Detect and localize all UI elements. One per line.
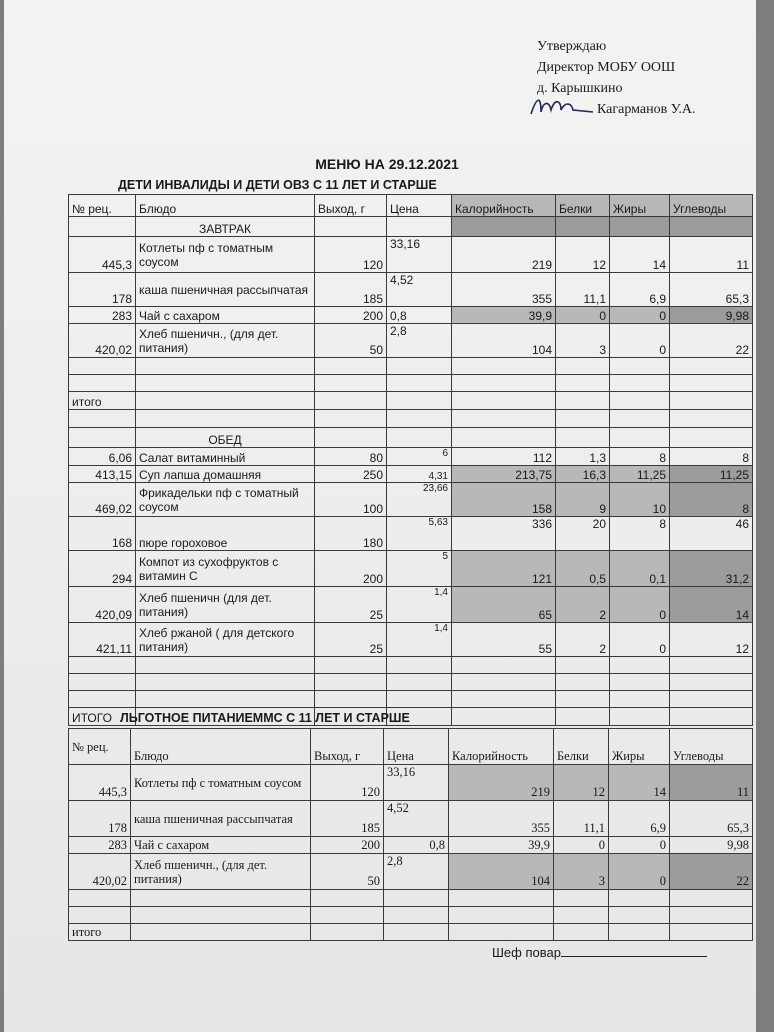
header-out: Выход, г [315,195,387,217]
approval-line-2: Директор МОБУ ООШ [537,60,676,75]
empty-row [69,375,753,392]
empty-row [69,674,753,691]
table-row: 413,15 Суп лапша домашняя 250 4,31 213,75 16,3 11,25 11,25 [69,466,753,483]
table-row: 294 Компот из сухофруктов с витамин С 200 5 121 0,5 0,1 31,2 [69,551,753,587]
section2-subtitle: ЛЬГОТНОЕ ПИТАНИЕММС С 11 ЛЕТ И СТАРШЕ [120,711,410,725]
header-dish: Блюдо [136,195,315,217]
section1-subtitle: ДЕТИ ИНВАЛИДЫ И ДЕТИ ОВЗ С 11 ЛЕТ И СТАРШЕ [118,178,437,192]
chef-label: Шеф повар [492,945,561,960]
lunch-label: ОБЕД [136,428,315,448]
table-row: 469,02 Фрикадельки пф с томатный соусом 100 23,66 158 9 10 8 [69,483,753,517]
total-label: итого [69,924,131,941]
table-row: 178 каша пшеничная рассыпчатая 185 4,52 355 11,1 6,9 65,3 [69,273,753,307]
approval-line-1: Утверждаю [537,39,607,54]
table1-header-row [69,195,753,217]
table-row: 420,09 Хлеб пшеничн (для дет. питания) 25 1,4 65 2 0 14 [69,587,753,623]
table-row: 445,3 Котлеты пф с томатным соусом 120 33,16 219 12 14 11 [69,765,753,801]
header-prot: Белки [554,729,609,765]
header-price: Цена [387,195,452,217]
table-row: 283 Чай с сахаром 200 0,8 39,9 0 0 9,98 [69,837,753,854]
header-rec: № рец. [69,729,131,765]
empty-row [69,691,753,708]
header-fat: Жиры [610,195,670,217]
breakfast-label-row [69,217,753,237]
chef-signature-line [561,944,707,957]
total-row [69,924,753,941]
table-row: 420,02 Хлеб пшеничн., (для дет. питания) 50 2,8 104 3 0 22 [69,854,753,890]
header-dish: Блюдо [131,729,311,765]
empty-row [69,890,753,907]
table-row: 178 каша пшеничная рассыпчатая 185 4,52 355 11,1 6,9 65,3 [69,801,753,837]
empty-row [69,410,753,428]
approval-block [537,36,695,120]
header-carb: Углеводы [670,195,753,217]
empty-row [69,358,753,375]
header-rec: № рец. [69,195,136,217]
table2-header-row [69,729,753,765]
header-kcal: Калорийность [452,195,556,217]
page-title: МЕНЮ НА 29.12.2021 [315,156,459,172]
table-row: 445,3 Котлеты пф с томатным соусом 120 33,16 219 12 14 11 [69,237,753,273]
signature-line [537,99,695,120]
menu-table-1 [68,194,753,726]
total-label: итого [69,392,136,410]
table-row: 421,11 Хлеб ржаной ( для детского питания) 25 1,4 55 2 0 12 [69,623,753,657]
empty-row [69,657,753,674]
signature-icon [527,92,597,120]
total-row [69,392,753,410]
breakfast-label: ЗАВТРАК [136,217,315,237]
approval-line-3: д. Карышкино [537,81,623,96]
table-row: 168 пюре гороховое 180 5,63 336 20 8 46 [69,517,753,551]
header-fat: Жиры [609,729,670,765]
header-out: Выход, г [311,729,384,765]
chef-signature [492,944,707,960]
table-row: 6,06 Салат витаминный 80 6 112 1,3 8 8 [69,448,753,466]
header-prot: Белки [556,195,610,217]
table-row: 420,02 Хлеб пшеничн., (для дет. питания) 50 2,8 104 3 0 22 [69,324,753,358]
empty-row [69,907,753,924]
header-price: Цена [384,729,449,765]
header-kcal: Калорийность [449,729,554,765]
total-label: ИТОГО [69,708,136,726]
lunch-label-row [69,428,753,448]
table-row: 283 Чай с сахаром 200 0,8 39,9 0 0 9,98 [69,307,753,324]
header-carb: Углеводы [670,729,753,765]
menu-table-2 [68,728,753,941]
approval-line-4: Кагарманов У.А. [597,102,696,117]
